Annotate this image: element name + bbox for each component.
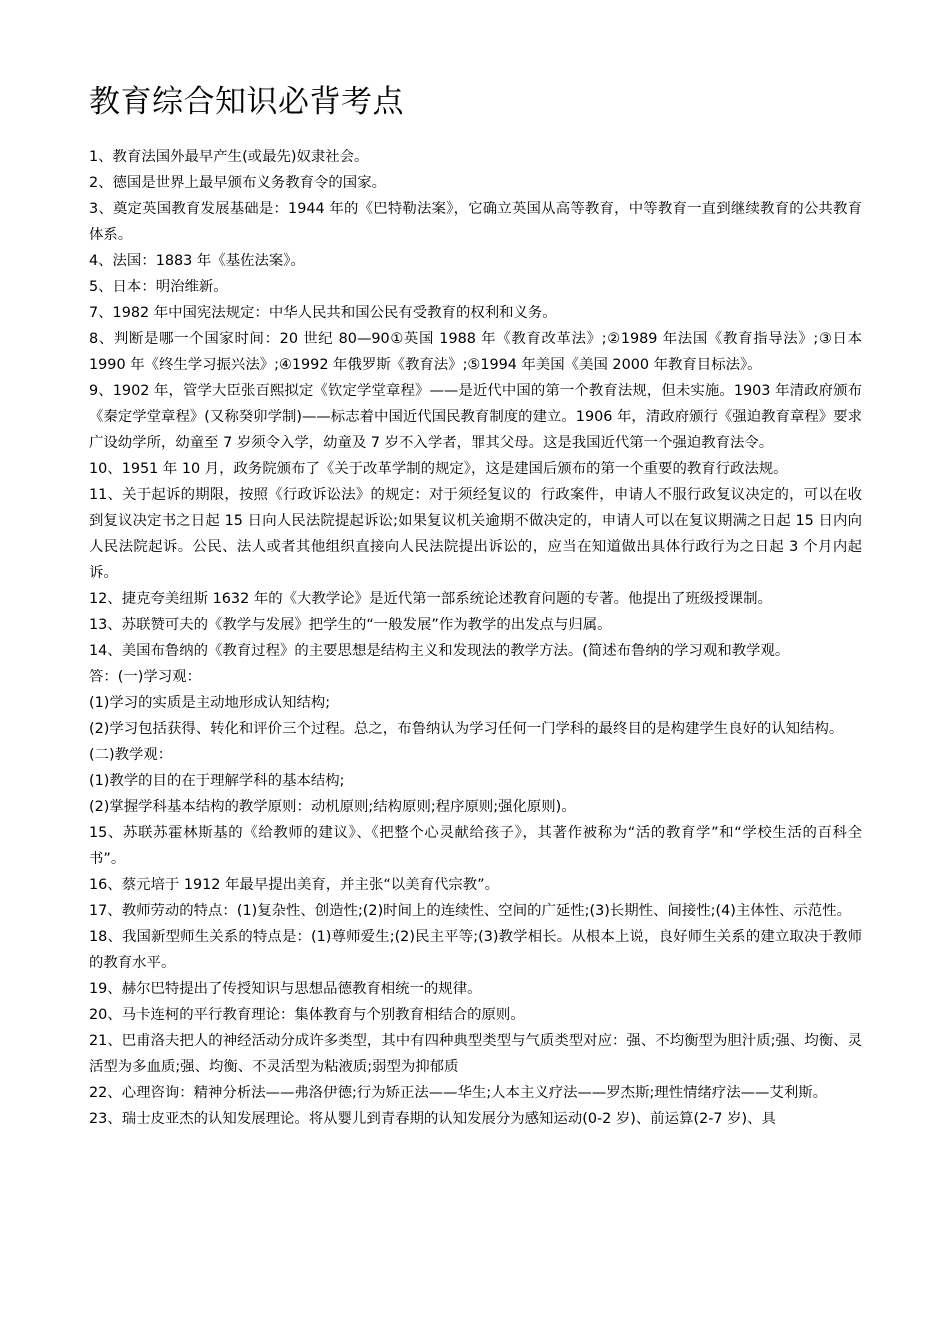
answer-subheading: (二)教学观： (89, 747, 173, 763)
paragraph-4: 4、法国：1883 年《基佐法案》。 (89, 253, 305, 269)
paragraph-18: 18、我国新型师生关系的特点是：(1)尊师爱生;(2)民主平等;(3)教学相长。从根本上说，良好师生关系的建立取决于教师的教育水平。 (89, 929, 862, 971)
paragraph-21: 21、巴甫洛夫把人的神经活动分成许多类型，其中有四种典型类型与气质类型对应：强、不均衡型为胆汁质;强、均衡、灵活型为多血质;强、均衡、不灵活型为粘液质;弱型为抑郁质 (89, 1033, 862, 1075)
paragraph-22: 22、心理咨询：精神分析法——弗洛伊德;行为矫正法——华生;人本主义疗法——罗杰斯;理性情绪疗法——艾利斯。 (89, 1085, 828, 1101)
paragraph-15: 15、苏联苏霍林斯基的《给教师的建议》、《把整个心灵献给孩子》，其著作被称为“活的教育学”和“学校生活的百科全书”。 (89, 825, 862, 867)
answer-item: (2)学习包括获得、转化和评价三个过程。总之，布鲁纳认为学习任何一门学科的最终目的是构建学生良好的认知结构。 (89, 721, 844, 737)
answer-heading: 答：(一)学习观： (89, 669, 201, 685)
paragraph-2: 2、德国是世界上最早颁布义务教育令的国家。 (89, 175, 386, 191)
paragraph-14: 14、美国布鲁纳的《教育过程》的主要思想是结构主义和发现法的教学方法。(简述布鲁纳的学习观和教学观。 (89, 643, 790, 659)
paragraph-19: 19、赫尔巴特提出了传授知识与思想品德教育相统一的规律。 (89, 981, 482, 997)
paragraph-16: 16、蔡元培于 1912 年最早提出美育，并主张“以美育代宗教”。 (89, 877, 499, 893)
paragraph-1: 1、教育法国外最早产生(或最先)奴隶社会。 (89, 149, 369, 165)
paragraph-17: 17、教师劳动的特点：(1)复杂性、创造性;(2)时间上的连续性、空间的广延性;(3)长期性、间接性;(4)主体性、示范性。 (89, 903, 851, 919)
page-title: 教育综合知识必背考点 (89, 84, 404, 120)
paragraph-13: 13、苏联赞可夫的《教学与发展》把学生的“一般发展”作为教学的出发点与归属。 (89, 617, 612, 633)
answer-item: (1)教学的目的在于理解学科的基本结构; (89, 773, 345, 789)
answer-item: (2)掌握学科基本结构的教学原则：动机原则;结构原则;程序原则;强化原则)。 (89, 799, 576, 815)
document-body (89, 144, 867, 1132)
paragraph-8: 8、判断是哪一个国家时间：20 世纪 80—90①英国 1988 年《教育改革法》;②1989 年法国《教育指导法》;③日本 1990 年《终生学习振兴法》;④1992 年俄罗斯《教育法》;⑤1994 年美国《美国 2000 年教育目标法》。 (89, 331, 867, 373)
paragraph-5: 5、日本：明治维新。 (89, 279, 228, 295)
paragraph-10: 10、1951 年 10 月，政务院颁布了《关于改革学制的规定》，这是建国后颁布的第一个重要的教育行政法规。 (89, 461, 788, 477)
answer-item: (1)学习的实质是主动地形成认知结构; (89, 695, 331, 711)
paragraph-23: 23、瑞士皮亚杰的认知发展理论。将从婴儿到青春期的认知发展分为感知运动(0-2 岁)、前运算(2-7 岁)、具 (89, 1111, 776, 1127)
paragraph-11: 11、关于起诉的期限，按照《行政诉讼法》的规定：对于须经复议的 行政案件，申请人不服行政复议决定的，可以在收到复议决定书之日起 15 日向人民法院提起诉讼;如果复议机关逾期不做决定的，申请人可以在复议期满之日起 15 日内向人民法院起诉。公民、法人或者其他组织直接向人民法院提出诉讼的，应当在知道做出具体行政行为之日起 3 个月内起诉。 (89, 487, 862, 581)
paragraph-20: 20、马卡连柯的平行教育理论：集体教育与个别教育相结合的原则。 (89, 1007, 525, 1023)
paragraph-3: 3、奠定英国教育发展基础是：1944 年的《巴特勒法案》，它确立英国从高等教育，中等教育一直到继续教育的公共教育体系。 (89, 201, 862, 243)
paragraph-7: 7、1982 年中国宪法规定：中华人民共和国公民有受教育的权利和义务。 (89, 305, 557, 321)
paragraph-9: 9、1902 年，管学大臣张百熙拟定《钦定学堂章程》——是近代中国的第一个教育法规，但未实施。1903 年清政府颁布《秦定学堂章程》(又称癸卯学制)——标志着中国近代国民教育制度的建立。1906 年，清政府颁行《强迫教育章程》要求广设幼学所，幼童至 7 岁须令入学，幼童及 7 岁不入学者，罪其父母。这是我国近代第一个强迫教育法令。 (89, 383, 862, 451)
paragraph-12: 12、捷克夸美纽斯 1632 年的《大教学论》是近代第一部系统论述教育问题的专著。他提出了班级授课制。 (89, 591, 772, 607)
